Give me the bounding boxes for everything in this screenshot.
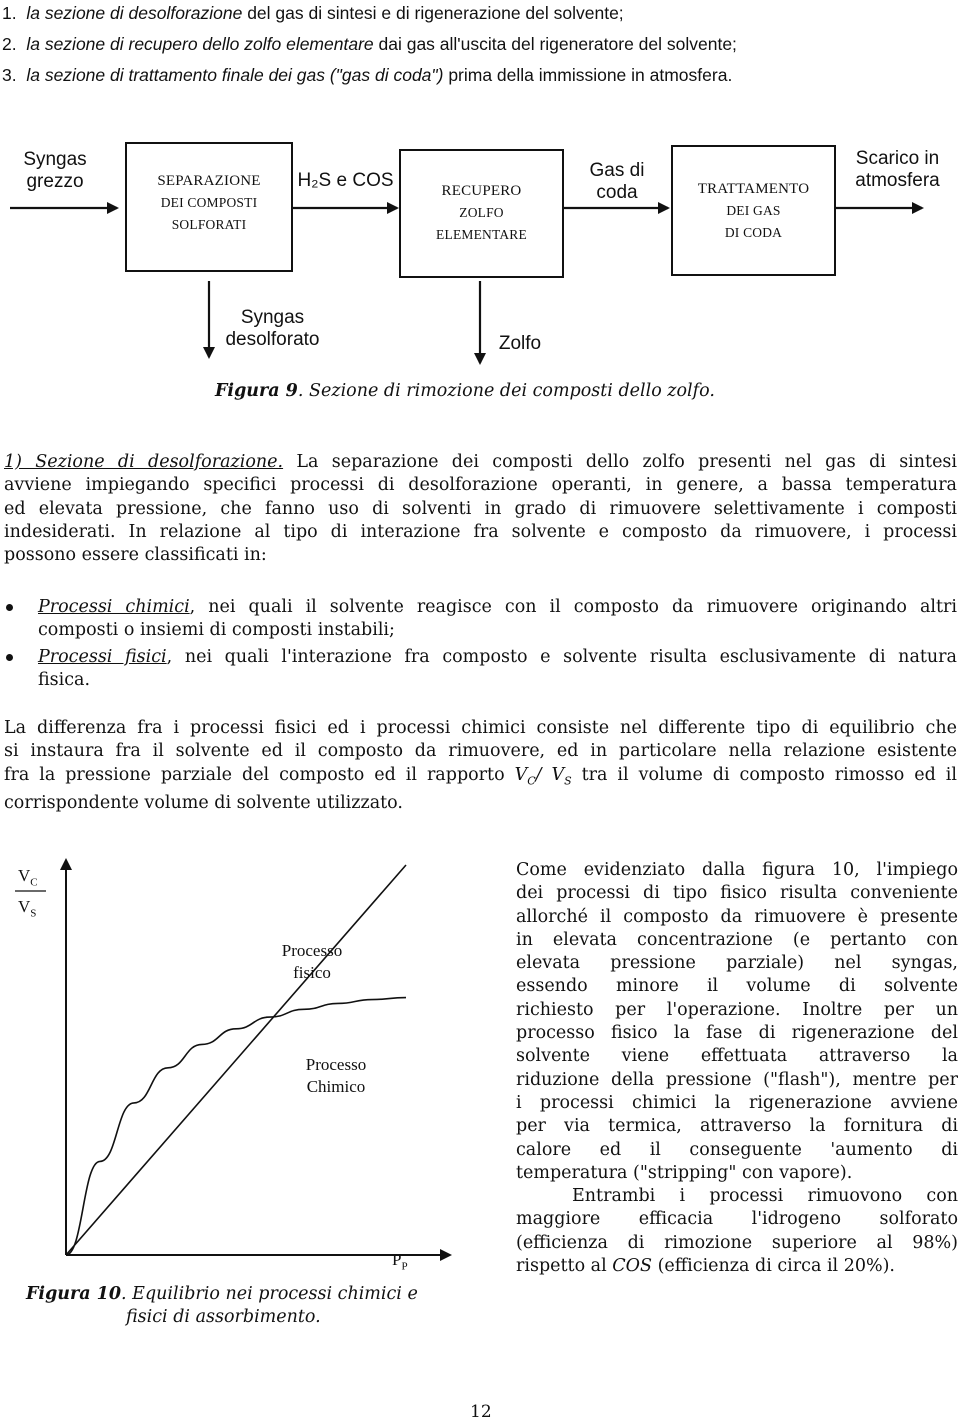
page-number: 12 [470,1402,492,1422]
figure10-caption: Figura 10. Equilibrio nei processi chimici e fisici di assorbimento. [26,1284,418,1327]
y-axis-label-numerator: $V_C$ [18,866,38,889]
para1-line: ed elevata pressione, che fanno uso di solventi in grado di rimuovere selettivamente i composti [4,498,957,519]
bullet-icon [6,604,13,611]
list-item-italic: la sezione di desolforazione [26,3,243,23]
y-axis-label-denominator: $V_S$ [18,897,37,920]
para1-line: possono essere classificati in: [4,545,267,566]
list-number: 1. [2,3,17,23]
series-label-chemical: Processo Chimico [305,1055,367,1096]
side-line: essendo minore il volume di solvente [516,976,958,997]
bullet-term: Processi fisici [38,647,167,667]
flow-sulfur-label: Zolfo [498,333,542,354]
figure10-number: Figura 10 [26,1284,122,1304]
list-item-text: dai gas all'uscita del rigeneratore del solvente; [373,34,737,54]
flow-output-label: Scarico in atmosfera [855,148,940,191]
side-line: temperatura ("stripping" con vapore). [516,1162,853,1183]
list-item-italic: la sezione di trattamento finale dei gas ("gas di coda") [26,65,444,85]
flow-desulfurized-label: Syngas desolforato [225,307,320,350]
para2: La differenza fra i processi fisici ed i processi chimici consiste nel differente tipo di equilibrio che si instaura fra il solvente ed il composto da rimuovere, ed in particolare nella relazione esistente fra la pressione parziale del composto ed il rapporto $V_C/$ $V_S$ tra il volume di composto rimosso ed il corrispondente volume di solvente utilizzato. [4,718,957,814]
section-desolforazione [4,451,957,567]
flow-h2s-label: H₂S e COS [297,170,394,191]
x-axis-label: $P_P$ [392,1250,408,1273]
side-line: calore ed il conseguente 'aumento di [516,1139,958,1160]
list-item-text: del gas di sintesi e di rigenerazione del solvente; [242,3,624,23]
box-recovery-label: RECUPERO ZOLFO ELEMENTARE [436,183,527,242]
para1-line: avviene impiegando specifici processi di desolforazione operanti, in genere, a bassa temperatura [4,475,957,496]
side-line: Entrambi i processi rimuovono con [572,1186,958,1207]
para1-line: indesiderati. In relazione al tipo di interazione fra solvente e composto da rimuovere, i processi [4,521,957,542]
section-heading: 1) Sezione di desolforazione. [4,452,284,472]
side-line: allorché il composto da rimuovere è presente [516,906,958,927]
figure9-number: Figura 9 [215,381,298,401]
side-line: maggiore efficacia l'idrogeno solforato [516,1209,958,1230]
figure9-caption [215,381,715,401]
side-line: dei processi di tipo fisico risulta conveniente [516,883,958,904]
bullet-icon [6,654,13,661]
side-line: (efficienza di rimozione superiore al 98%) [516,1232,958,1253]
box-treatment-label: TRATTAMENTO DEI GAS DI CODA [697,181,810,240]
box-separation-label: SEPARAZIONE DEI COMPOSTI SOLFORATI [157,173,261,232]
bullet-item-chemical: Processi chimici, nei quali il solvente reagisce con il composto da rimuovere originando altri composti o insiemi di composti instabili; [38,597,957,641]
list-item-text: prima della immissione in atmosfera. [443,65,733,85]
flow-input-label: Syngas grezzo [23,149,87,192]
side-line: richiesto per l'operazione. Inoltre per un [516,999,958,1020]
side-line: processo fisico la fase di rigenerazione del [516,1023,958,1044]
flow-tail-gas-label: Gas di coda [589,160,645,203]
series-line-chemical [66,998,406,1255]
side-line: rispetto al COS (efficienza di circa il 20%). [516,1256,895,1277]
side-paragraph [516,859,958,1278]
list-item-italic: la sezione di recupero dello zolfo elementare [26,34,374,54]
side-line: per via termica, attraverso la fornitura di [516,1116,958,1137]
list-number: 3. [2,65,17,85]
side-line: riduzione della pressione ("flash"), mentre per [516,1069,958,1090]
side-line: i processi chimici la rigenerazione avviene [516,1092,958,1113]
side-line: solvente viene effettuata attraverso la [516,1046,958,1067]
side-line: elevata pressione parziale) nel syngas, [516,953,958,974]
figure9-text: . Sezione di rimozione dei composti dello zolfo. [297,381,715,401]
cos-term: COS [612,1256,652,1277]
series-label-physical: Processo fisico [281,941,343,982]
side-line: in elevata concentrazione (e pertanto con [516,929,958,950]
bullet-item-physical: Processi fisici, nei quali l'interazione fra composto e solvente risulta esclusivamente di natura fisica. [38,647,957,691]
side-line: Come evidenziato dalla figura 10, l'impiego [516,860,958,880]
para1-line: 1) Sezione di desolforazione. La separazione dei composti dello zolfo presenti nel gas di sintesi [4,452,958,472]
list-number: 2. [2,34,17,54]
bullet-term: Processi chimici [38,597,190,617]
